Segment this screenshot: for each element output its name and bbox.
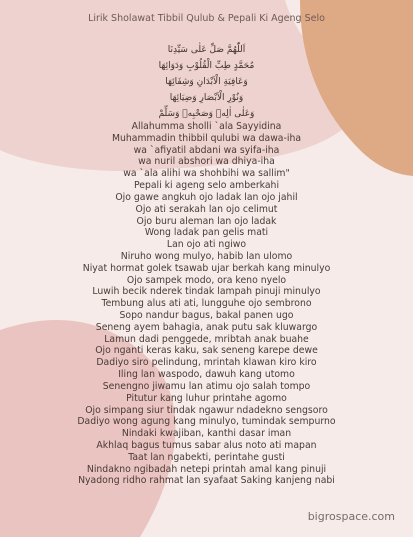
lyric-line: Muhammadin thibbil qulubi wa dawa-iha bbox=[111, 132, 302, 144]
lyric-line: wa `afiyatil abdani wa syifa-iha bbox=[133, 144, 280, 156]
lyric-line: Ojo nganti keras kaku, sak seneng karepe dewe bbox=[95, 345, 318, 357]
lyric-line: Dadiyo wong agung kang minulyo, tumindak sempurno bbox=[77, 416, 336, 428]
lyric-line: Lamun dadi penggede, mribtah anak buahe bbox=[104, 333, 309, 345]
lyrics-list bbox=[0, 121, 413, 487]
watermark: bigrospace.com bbox=[307, 510, 395, 523]
arabic-line: مُحَمَّدٍ طِبِّ الْقُلُوْبِ وَدَوَائِهَا bbox=[158, 61, 255, 71]
arabic-line: وَعَلٰى اٰلِهٖ وَصَحْبِهٖ وَسَلِّمْ bbox=[158, 109, 255, 119]
lyric-line: Niyat hormat golek tsawab ujar berkah kang minulyo bbox=[82, 262, 331, 274]
lyric-line: Ojo buru aleman lan ojo ladak bbox=[136, 215, 277, 227]
lyric-line: Nyadong ridho rahmat lan syafaat Saking kanjeng nabi bbox=[78, 475, 335, 487]
lyric-line: Taat lan ngabekti, perintahe gusti bbox=[128, 451, 285, 463]
lyric-line: Pepali ki ageng selo amberkahi bbox=[133, 180, 280, 192]
page-title: Lirik Sholawat Tibbil Qulub & Pepali Ki Ageng Selo bbox=[88, 13, 325, 24]
arabic-line: وَنُوْرِ الْاَبْصَارِ وَضِيَائِهَا bbox=[169, 93, 244, 103]
lyric-line: Seneng ayem bahagia, anak putu sak kluwargo bbox=[95, 321, 318, 333]
lyric-line: Pitutur kang luhur printahe agomo bbox=[126, 392, 287, 404]
lyric-line: Akhlaq bagus tumus sabar alus noto ati mapan bbox=[96, 439, 317, 451]
lyric-line: Ojo simpang siur tindak ngawur ndadekno sengsoro bbox=[85, 404, 328, 416]
lyric-line: Iling lan waspodo, dawuh kang utomo bbox=[118, 369, 295, 381]
arabic-line: وَعَافِيَةِ الْاَبْدَانِ وَشِفَائِهَا bbox=[165, 77, 248, 87]
arabic-verse bbox=[0, 42, 413, 122]
lyric-line: Lan ojo ati ngiwo bbox=[166, 239, 247, 251]
lyric-line: Allahumma sholli `ala Sayyidina bbox=[131, 121, 282, 132]
lyric-line: Ojo gawe angkuh ojo ladak lan ojo jahil bbox=[115, 191, 298, 203]
lyric-line: Dadiyo siro pelindung, mrintah klawan kiro kiro bbox=[96, 357, 317, 369]
lyric-line: Tembung alus ati ati, lungguhe ojo sembrono bbox=[101, 298, 312, 310]
lyric-line: wa nuril abshori wa dhiya-iha bbox=[138, 156, 275, 168]
lyric-line: Nindakno ngibadah netepi printah amal kang pinuji bbox=[86, 463, 327, 475]
lyric-line: Niruho wong mulyo, habib lan ulomo bbox=[120, 250, 293, 262]
lyric-line: wa `ala alihi wa shohbihi wa sallim" bbox=[123, 168, 290, 180]
lyric-line: Ojo sampek modo, ora keno nyelo bbox=[126, 274, 287, 286]
lyric-line: Luwih becik nderek tindak lampah pinuji minulyo bbox=[92, 286, 321, 298]
lyric-line: Wong ladak pan gelis mati bbox=[144, 227, 269, 239]
lyric-line: Senengno jiwamu lan atimu ojo salah tompo bbox=[102, 380, 311, 392]
lyric-line: Sopo nandur bagus, bakal panen ugo bbox=[119, 310, 294, 321]
lyric-line: Nindaki kwajiban, kanthi dasar iman bbox=[121, 428, 292, 440]
arabic-line: اَللّٰهُمَّ صَلِّ عَلٰى سَيِّدِنَا bbox=[167, 45, 246, 55]
lyric-line: Ojo ati serakah lan ojo celimut bbox=[135, 203, 278, 215]
